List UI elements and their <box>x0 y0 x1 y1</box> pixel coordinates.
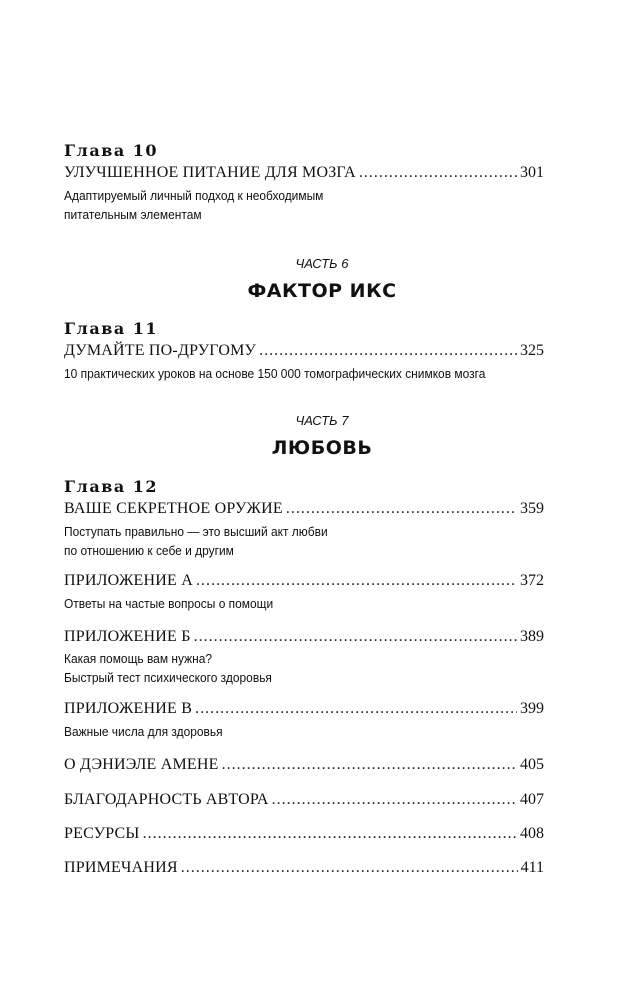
toc-entry-notes[interactable] <box>64 858 544 878</box>
toc-entry-acknowledgments[interactable] <box>64 790 544 810</box>
part-7-title: ЛЮБОВЬ <box>271 437 373 459</box>
part-6-label: ЧАСТЬ 6 <box>295 256 349 271</box>
chapter-11-label: Глава 11 <box>64 319 159 338</box>
page-number: 389 <box>520 628 544 645</box>
toc-title: РЕСУРСЫ <box>64 825 140 842</box>
dot-leader <box>181 858 518 878</box>
description-line: Поступать правильно — это высший акт любви <box>64 524 328 539</box>
toc-title: УЛУЧШЕННОЕ ПИТАНИЕ ДЛЯ МОЗГА <box>64 164 356 181</box>
description-line: 10 практических уроков на основе 150 000 томографических снимков мозга <box>64 366 486 381</box>
dot-leader <box>195 699 517 719</box>
page-number: 407 <box>520 791 544 808</box>
dot-leader <box>222 755 517 775</box>
page-number: 408 <box>520 825 544 842</box>
description-line: Какая помощь вам нужна? <box>64 651 213 666</box>
description-line: питательным элементам <box>64 207 202 222</box>
appendix-c-description <box>64 722 506 741</box>
part-7-label: ЧАСТЬ 7 <box>295 413 349 428</box>
page-number: 372 <box>520 572 544 589</box>
description-line: Быстрый тест психического здоровья <box>64 670 272 685</box>
toc-entry-resources[interactable] <box>64 824 544 844</box>
appendix-a-description <box>64 594 506 613</box>
toc-title: ВАШЕ СЕКРЕТНОЕ ОРУЖИЕ <box>64 500 283 517</box>
toc-title: О ДЭНИЭЛЕ АМЕНЕ <box>64 756 219 773</box>
dot-leader <box>196 571 517 591</box>
dot-leader <box>272 790 517 810</box>
page-number: 325 <box>520 342 544 359</box>
toc-entry-chapter-11[interactable] <box>64 341 544 361</box>
page-number: 399 <box>520 700 544 717</box>
chapter-10-description <box>64 186 506 224</box>
toc-title: ПРИМЕЧАНИЯ <box>64 859 178 876</box>
part-6-title: ФАКТОР ИКС <box>247 280 397 302</box>
dot-leader <box>143 824 517 844</box>
chapter-12-description <box>64 522 506 560</box>
toc-title: БЛАГОДАРНОСТЬ АВТОРА <box>64 791 269 808</box>
dot-leader <box>359 163 517 183</box>
description-line: Важные числа для здоровья <box>64 724 223 739</box>
chapter-12-label: Глава 12 <box>64 477 159 496</box>
dot-leader <box>286 499 517 519</box>
dot-leader <box>259 341 517 361</box>
description-line: по отношению к себе и другим <box>64 543 234 558</box>
toc-entry-appendix-b[interactable] <box>64 627 544 647</box>
page-number: 411 <box>520 859 544 876</box>
toc-entry-appendix-a[interactable] <box>64 571 544 591</box>
toc-entry-chapter-12[interactable] <box>64 499 544 519</box>
toc-title: ДУМАЙТЕ ПО-ДРУГОМУ <box>64 342 257 359</box>
page-number: 405 <box>520 756 544 773</box>
toc-entry-about-author[interactable] <box>64 755 544 775</box>
page-number: 301 <box>520 164 544 181</box>
toc-title: ПРИЛОЖЕНИЕ Б <box>64 628 191 645</box>
toc-title: ПРИЛОЖЕНИЕ В <box>64 700 193 717</box>
toc-title: ПРИЛОЖЕНИЕ А <box>64 572 193 589</box>
chapter-11-description <box>64 364 506 383</box>
toc-entry-appendix-c[interactable] <box>64 699 544 719</box>
description-line: Ответы на частые вопросы о помощи <box>64 596 274 611</box>
chapter-10-label: Глава 10 <box>64 141 159 160</box>
description-line: Адаптируемый личный подход к необходимым <box>64 188 324 203</box>
appendix-b-description <box>64 649 506 687</box>
page-number: 359 <box>520 500 544 517</box>
toc-entry-chapter-10[interactable] <box>64 163 544 183</box>
dot-leader <box>194 627 517 647</box>
